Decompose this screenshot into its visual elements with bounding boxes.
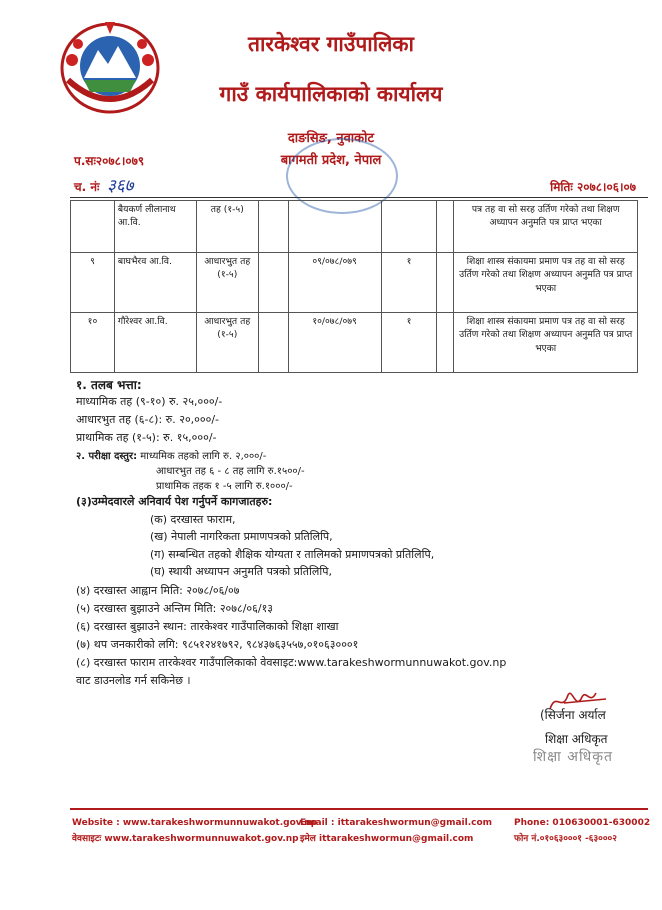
- school-name: बाघभैरव आ.वि.: [114, 253, 196, 313]
- point-item: वाट डाउनलोड गर्न सकिनेछ ।: [76, 674, 191, 687]
- address-line-2: बागमती प्रदेश, नेपाल: [280, 153, 382, 168]
- qualification: शिक्षा शास्त्र संकायमा प्रमाण पत्र तह वा सो सरह उर्तिण गरेको तथा शिक्षण अध्यापन अनुमति पत्र प्राप्त भएका: [454, 253, 638, 313]
- post-count: १: [381, 313, 437, 373]
- fee-line: प्राथामिक तहक १ -५ लागि रु.१०००/-: [156, 481, 293, 492]
- vacancy-code: [288, 201, 381, 253]
- header-rule: [70, 197, 648, 198]
- footer-phone: Phone: 010630001-630002: [514, 818, 651, 828]
- signatory-title: शिक्षा अधिकृत: [545, 732, 608, 746]
- salary-line: माध्यामिक तह (९-१०) रु. २५,०००/-: [76, 395, 223, 408]
- document-item: (क) दरखास्त फाराम,: [150, 513, 236, 526]
- footer-rule: [70, 808, 648, 810]
- post-count: [381, 201, 437, 253]
- footer-website-np: वेवसाइटः www.tarakeshwormunnuwakot.gov.np: [72, 834, 299, 844]
- letter-date: मितिः २०७८।०६।०७: [550, 180, 636, 194]
- signatory-name: (सिर्जना अर्याल: [540, 708, 606, 722]
- salary-line: आधारभुत तह (६-८): रु. २०,०००/-: [76, 413, 219, 426]
- chalani-number: ३६७: [107, 176, 134, 196]
- point-item: (७) थप जनकारीको लगि: ९८५१२४१७९२, ९८४३७६३५५७,०१०६३०००१: [76, 638, 359, 651]
- table-row: [71, 313, 638, 373]
- document-item: (घ) स्थायी अध्यापन अनुमति पत्रको प्रतिलिपि,: [150, 565, 332, 578]
- post-count: १: [381, 253, 437, 313]
- salary-heading: १. तलब भत्ता:: [76, 378, 142, 392]
- level: तह (१-५): [196, 201, 258, 253]
- chalani-label: च. नंः: [74, 180, 100, 194]
- footer-email-np: इमेल ittarakeshwormun@gmail.com: [300, 834, 474, 844]
- patra-sankhya: प.सः२०७८।०७९: [74, 154, 145, 168]
- documents-heading: (३)उम्मेदवारले अनिवार्य पेश गर्नुपर्ने कागजातहरु:: [76, 495, 273, 508]
- point-item: (६) दरखास्त बुझाउने स्थान: तारकेश्वर गाउँपालिकाको शिक्षा शाखा: [76, 620, 339, 633]
- point-item: (८) दरखास्त फाराम तारकेश्वर गाउँपालिकाको वेवसाइट:www.tarakeshwormunnuwakot.gov.np: [76, 656, 507, 669]
- school-name: बैयकर्ण लीलानाथ आ.वि.: [114, 201, 196, 253]
- fee-label: २. परीक्षा दस्तुर:: [76, 451, 138, 462]
- footer-website: Website : www.tarakeshwormunnuwakot.gov.np: [72, 818, 318, 828]
- vacancy-table: [70, 200, 638, 373]
- fee-line: आधारभुत तह ६ - ८ तह लागि रु.१५००/-: [156, 466, 305, 477]
- document-item: (ख) नेपाली नागरिकता प्रमाणपत्रको प्रतिलिपि,: [150, 530, 333, 543]
- table-row: [71, 201, 638, 253]
- table-row: [71, 253, 638, 313]
- address-line-1: दाङसिङ, नुवाकोट: [287, 131, 375, 146]
- level: आधारभुत तह (१-५): [196, 253, 258, 313]
- vacancy-code: १०/०७८/०७९: [288, 313, 381, 373]
- row-number: [71, 201, 115, 253]
- office-name: गाउँ कार्यपालिकाको कार्यालय: [219, 82, 443, 106]
- point-item: (५) दरखास्त बुझाउने अन्तिम मिति: २०७८/०६/१३: [76, 602, 274, 615]
- point-item: (४) दरखास्त आह्वान मिति: २०७८/०६/०७: [76, 584, 240, 597]
- fee-line: माध्यमिक तहको लागि रु. २,०००/-: [140, 451, 267, 462]
- municipality-name: तारकेश्वर गाउँपालिका: [247, 32, 414, 56]
- school-name: गौरेश्वर आ.वि.: [114, 313, 196, 373]
- qualification: पत्र तह वा सो सरह उर्तिण गरेको तथा शिक्षण अध्यापन अनुमति पत्र प्राप्त भएका: [454, 201, 638, 253]
- footer-phone-np: फोन नं.०१०६३०००१ -६३०००२: [514, 834, 617, 844]
- qualification: शिक्षा शास्त्र संकायमा प्रमाण पत्र तह वा सो सरह उर्तिण गरेको तथा शिक्षण अध्यापन अनुमति पत्र प्राप्त भएका: [454, 313, 638, 373]
- vacancy-code: ०९/०७८/०७९: [288, 253, 381, 313]
- row-number: १०: [71, 313, 115, 373]
- salary-line: प्राथामिक तह (१-५): रु. १५,०००/-: [76, 431, 217, 444]
- document-item: (ग) सम्बन्धित तहको शैक्षिक योग्यता र तालिमको प्रमाणपत्रको प्रतिलिपि,: [150, 548, 435, 561]
- footer-email: Email : ittarakeshwormun@gmail.com: [300, 818, 493, 828]
- level: आधारभुत तह (१-५): [196, 313, 258, 373]
- row-number: ९: [71, 253, 115, 313]
- signatory-stamp: शिक्षा अधिकृत: [533, 749, 613, 765]
